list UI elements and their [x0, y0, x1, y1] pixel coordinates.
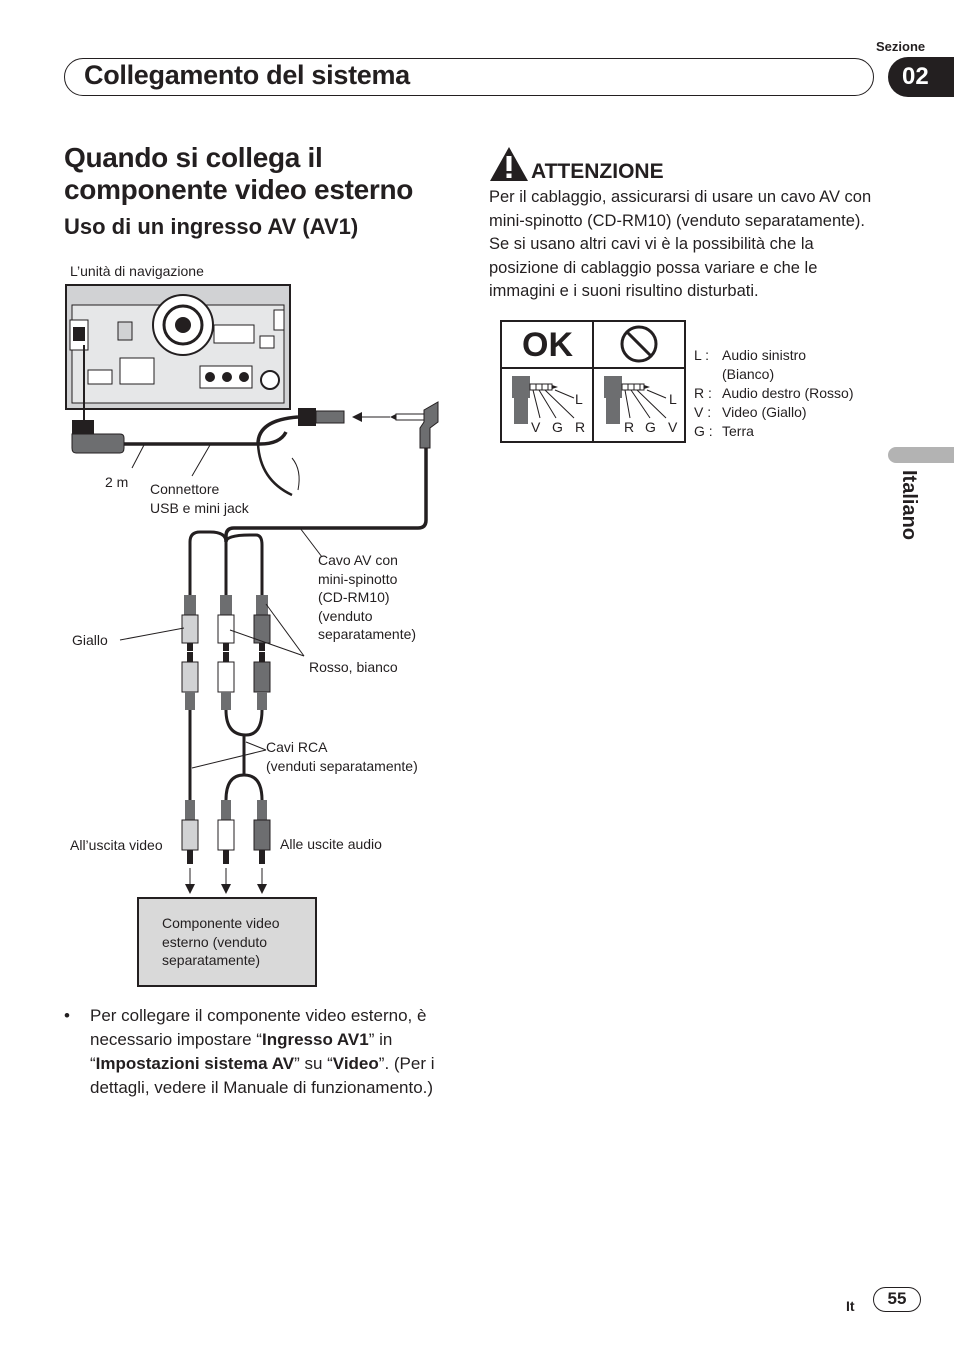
bullet-note	[64, 1004, 449, 1100]
bullet-dot: •	[64, 1006, 70, 1025]
label-av-cable: Cavo AV con mini-spinotto (CD-RM10) (venduto separatamente)	[318, 552, 417, 642]
legend-value: Audio destro (Rosso)	[722, 385, 854, 401]
footer-language: It	[846, 1298, 855, 1314]
ng-letter-g: G	[645, 419, 656, 435]
legend-key: V :	[694, 404, 712, 420]
rca-plug-bottom	[182, 800, 270, 864]
caution-text: Per il cablaggio, assicurarsi di usare un cavo AV con mini-spinotto (CD-RM10) (venduto separatamente). Se si usano altri cavi vi è la possibilità che la posizione di cablaggio possa variare e che le immagini e i suoni risultino disturbati.	[489, 188, 872, 301]
ok-letter-l: L	[575, 391, 583, 407]
rca-plug-lower	[182, 652, 270, 710]
label-giallo: Giallo	[72, 632, 108, 648]
legend-row	[694, 346, 854, 365]
legend-value: Terra	[722, 423, 754, 439]
chapter-title: Collegamento del sistema	[84, 60, 410, 90]
rca-plug-red	[218, 595, 234, 651]
label-audio-out: Alle uscite audio	[280, 836, 382, 852]
bullet-text: Per collegare il componente video esterno, è necessario impostare “Ingresso AV1” in “Impostazioni sistema AV” su “Video”. (Per i dettagli, vedere il Manuale di funzionamento.)	[90, 1006, 435, 1097]
section-label: Sezione	[876, 39, 926, 54]
ng-letter-l: L	[669, 391, 677, 407]
legend-key: L :	[694, 347, 710, 363]
label-nav-unit: L’unità di navigazione	[70, 263, 204, 279]
warning-icon	[489, 146, 529, 182]
legend-value: Audio sinistro	[722, 347, 807, 363]
rca-plug-white	[254, 595, 270, 651]
label-external-component: Componente video esterno (venduto separatamente)	[162, 915, 280, 968]
legend-key	[694, 365, 722, 384]
legend-key: G :	[694, 423, 713, 439]
legend-row	[694, 365, 854, 384]
page-title: Quando si collega il componente video esterno	[64, 142, 414, 205]
legend-key: R :	[694, 385, 712, 401]
legend-row	[694, 422, 854, 441]
caution-title: ATTENZIONE	[531, 160, 664, 183]
label-video-out: All’uscita video	[70, 837, 163, 853]
section-number: 02	[902, 63, 929, 90]
label-usb-connector: Connettore USB e mini jack	[150, 481, 249, 516]
legend-value: (Bianco)	[722, 366, 775, 382]
label-cable-length: 2 m	[105, 474, 129, 490]
legend-row	[694, 384, 854, 403]
legend-row	[694, 403, 854, 422]
ok-letter-v: V	[531, 419, 541, 435]
label-rca-cables: Cavi RCA (venduti separatamente)	[266, 739, 418, 774]
section-subtitle: Uso di un ingresso AV (AV1)	[64, 214, 359, 239]
rca-plug-yellow	[182, 595, 198, 651]
label-rosso-bianco: Rosso, bianco	[309, 659, 398, 675]
legend-value: Video (Giallo)	[722, 404, 807, 420]
plug-legend	[694, 346, 854, 441]
section-number-badge	[888, 57, 954, 97]
ng-letter-v: V	[668, 419, 678, 435]
ng-letter-r: R	[624, 419, 635, 435]
ok-label: OK	[522, 326, 573, 364]
language-tab-marker	[888, 447, 954, 463]
language-tab-label: Italiano	[898, 470, 920, 541]
ok-letter-g: G	[552, 419, 563, 435]
ok-letter-r: R	[575, 419, 586, 435]
page-number: 55	[873, 1287, 921, 1312]
